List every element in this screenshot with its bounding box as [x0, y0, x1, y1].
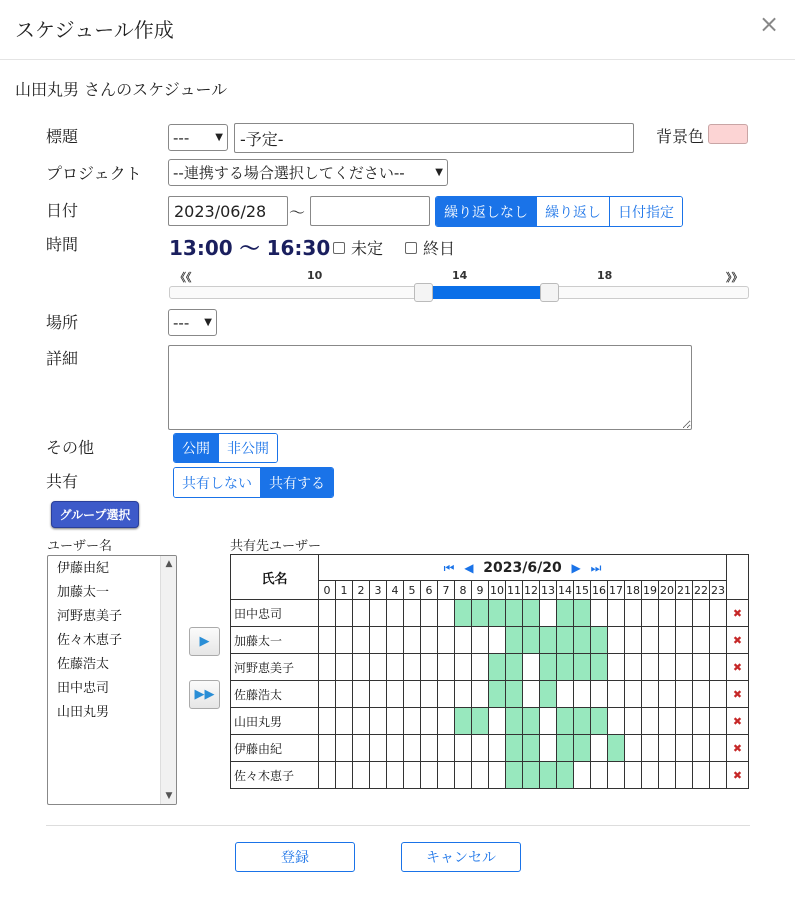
undecided-checkbox[interactable]	[333, 236, 383, 259]
free-slot	[421, 627, 438, 654]
label-time: 時間	[46, 235, 79, 254]
free-slot	[438, 735, 455, 762]
free-slot	[336, 627, 353, 654]
repeat-button[interactable]: 繰り返し	[537, 197, 610, 226]
busy-slot	[506, 654, 523, 681]
busy-slot	[574, 708, 591, 735]
title-input[interactable]	[234, 123, 634, 153]
free-slot	[693, 708, 710, 735]
label-place: 場所	[46, 313, 79, 332]
free-slot	[370, 735, 387, 762]
register-button[interactable]: 登録	[235, 842, 355, 872]
free-slot	[404, 708, 421, 735]
free-slot	[387, 762, 404, 789]
busy-slot	[574, 600, 591, 627]
shared-user-name: 加藤太一	[231, 627, 319, 654]
time-slider-start-handle[interactable]	[414, 283, 433, 302]
free-slot	[591, 735, 608, 762]
free-slot	[608, 654, 625, 681]
delete-column-header	[727, 555, 749, 600]
free-slot	[676, 654, 693, 681]
hour-header: 22	[693, 581, 710, 600]
last-page-icon[interactable]: ⏭	[590, 560, 602, 575]
slider-tick-18: 18	[597, 269, 613, 282]
free-slot	[625, 654, 642, 681]
free-slot	[642, 600, 659, 627]
hour-header: 19	[642, 581, 659, 600]
free-slot	[455, 627, 472, 654]
undecided-label: 未定	[351, 239, 384, 258]
free-slot	[353, 600, 370, 627]
chevron-down-icon: ▼	[215, 132, 223, 143]
free-slot	[625, 708, 642, 735]
free-slot	[676, 708, 693, 735]
free-slot	[676, 627, 693, 654]
add-selected-button[interactable]	[189, 627, 220, 656]
free-slot	[710, 654, 727, 681]
free-slot	[404, 735, 421, 762]
checkbox-box	[333, 242, 345, 254]
hour-header: 12	[523, 581, 540, 600]
busy-slot	[557, 762, 574, 789]
add-all-button[interactable]	[189, 680, 220, 709]
delete-icon[interactable]: ✖	[727, 600, 749, 627]
repeat-none-button[interactable]: 繰り返しなし	[436, 197, 537, 226]
list-item[interactable]: 佐々木恵子	[57, 633, 123, 648]
hour-header: 23	[710, 581, 727, 600]
free-slot	[472, 762, 489, 789]
hour-header: 9	[472, 581, 489, 600]
share-group	[173, 467, 334, 498]
free-slot	[319, 600, 336, 627]
free-slot	[353, 627, 370, 654]
slider-right-marker[interactable]: 》》	[726, 271, 743, 284]
project-select[interactable]	[168, 159, 448, 186]
hour-header: 14	[557, 581, 574, 600]
list-item[interactable]: 田中忠司	[57, 681, 110, 696]
busy-slot	[523, 762, 540, 789]
prev-icon[interactable]: ◀	[464, 560, 474, 575]
hour-header: 13	[540, 581, 557, 600]
free-slot	[693, 735, 710, 762]
free-slot	[659, 708, 676, 735]
busy-slot	[608, 735, 625, 762]
free-slot	[608, 600, 625, 627]
free-slot	[421, 735, 438, 762]
free-slot	[472, 654, 489, 681]
free-slot	[353, 735, 370, 762]
free-slot	[455, 654, 472, 681]
free-slot	[370, 654, 387, 681]
table-row	[231, 654, 749, 681]
free-slot	[625, 627, 642, 654]
free-slot	[336, 654, 353, 681]
free-slot	[472, 735, 489, 762]
free-slot	[353, 708, 370, 735]
time-slider-end-handle[interactable]	[540, 283, 559, 302]
busy-slot	[557, 627, 574, 654]
repeat-group	[435, 196, 683, 227]
free-slot	[489, 627, 506, 654]
next-icon[interactable]: ▶	[571, 560, 581, 575]
free-slot	[642, 681, 659, 708]
free-slot	[540, 708, 557, 735]
title-input-value: -予定-	[240, 129, 284, 149]
free-slot	[489, 708, 506, 735]
scroll-down-icon[interactable]: ▼	[165, 791, 173, 801]
free-slot	[455, 735, 472, 762]
free-slot	[659, 600, 676, 627]
busy-slot	[455, 708, 472, 735]
share-button[interactable]: 共有する	[261, 468, 333, 497]
delete-icon[interactable]: ✖	[727, 708, 749, 735]
shared-user-name: 佐藤浩太	[231, 681, 319, 708]
free-slot	[319, 735, 336, 762]
free-slot	[659, 681, 676, 708]
list-item[interactable]: 伊藤由紀	[57, 561, 110, 576]
time-slider-range	[423, 286, 549, 299]
chevron-down-icon: ▼	[435, 167, 443, 178]
hour-header: 17	[608, 581, 625, 600]
delete-icon[interactable]: ✖	[727, 762, 749, 789]
free-slot	[421, 654, 438, 681]
busy-slot	[506, 681, 523, 708]
free-slot	[676, 762, 693, 789]
first-page-icon[interactable]: ⏮	[443, 560, 455, 575]
busy-slot	[557, 654, 574, 681]
list-item[interactable]: 山田丸男	[57, 705, 110, 720]
place-select[interactable]	[168, 309, 217, 336]
free-slot	[387, 627, 404, 654]
free-slot	[319, 654, 336, 681]
label-title: 標題	[46, 127, 79, 146]
listbox-scrollbar[interactable]	[160, 556, 176, 804]
shared-user-name: 田中忠司	[231, 600, 319, 627]
free-slot	[404, 681, 421, 708]
busy-slot	[506, 735, 523, 762]
busy-slot	[591, 627, 608, 654]
table-row	[231, 600, 749, 627]
free-slot	[574, 681, 591, 708]
free-slot	[404, 600, 421, 627]
label-date: 日付	[46, 201, 79, 220]
free-slot	[438, 600, 455, 627]
busy-slot	[489, 654, 506, 681]
table-row	[231, 681, 749, 708]
group-select-button[interactable]: グループ選択	[51, 501, 139, 528]
free-slot	[710, 600, 727, 627]
busy-slot	[489, 681, 506, 708]
table-row	[231, 627, 749, 654]
free-slot	[421, 681, 438, 708]
free-slot	[540, 735, 557, 762]
free-slot	[404, 627, 421, 654]
free-slot	[710, 627, 727, 654]
hour-header: 3	[370, 581, 387, 600]
delete-icon[interactable]: ✖	[727, 735, 749, 762]
footer-divider	[46, 825, 750, 826]
hour-header: 8	[455, 581, 472, 600]
private-button[interactable]: 非公開	[219, 434, 277, 462]
busy-slot	[506, 708, 523, 735]
free-slot	[676, 735, 693, 762]
delete-icon[interactable]: ✖	[727, 681, 749, 708]
busy-slot	[472, 600, 489, 627]
cancel-button[interactable]: キャンセル	[401, 842, 521, 872]
free-slot	[438, 627, 455, 654]
busy-slot	[540, 654, 557, 681]
label-bgcolor: 背景色	[656, 127, 705, 146]
busy-slot	[523, 600, 540, 627]
free-slot	[336, 681, 353, 708]
free-slot	[642, 627, 659, 654]
free-slot	[370, 681, 387, 708]
free-slot	[438, 681, 455, 708]
close-icon[interactable]: ×	[759, 10, 780, 38]
shared-user-name: 佐々木恵子	[231, 762, 319, 789]
free-slot	[404, 762, 421, 789]
free-slot	[659, 762, 676, 789]
free-slot	[319, 762, 336, 789]
free-slot	[693, 627, 710, 654]
free-slot	[455, 681, 472, 708]
free-slot	[591, 762, 608, 789]
shared-users-header: 共有先ユーザー	[230, 539, 322, 554]
free-slot	[676, 681, 693, 708]
hour-header: 15	[574, 581, 591, 600]
busy-slot	[557, 735, 574, 762]
free-slot	[438, 708, 455, 735]
end-date-input[interactable]	[310, 196, 430, 226]
slider-tick-10: 10	[307, 269, 323, 282]
busy-slot	[489, 600, 506, 627]
free-slot	[676, 600, 693, 627]
busy-slot	[591, 708, 608, 735]
user-listbox[interactable]	[47, 555, 177, 805]
label-other: その他	[46, 438, 95, 457]
hour-header: 16	[591, 581, 608, 600]
free-slot	[455, 762, 472, 789]
busy-slot	[574, 627, 591, 654]
detail-textarea[interactable]	[168, 345, 692, 430]
slider-tick-14: 14	[452, 269, 468, 282]
label-detail: 詳細	[46, 349, 79, 368]
hour-header: 21	[676, 581, 693, 600]
date-separator: 〜	[289, 203, 306, 222]
free-slot	[608, 681, 625, 708]
free-slot	[387, 600, 404, 627]
busy-slot	[506, 627, 523, 654]
play-icon: ▶	[199, 634, 210, 649]
hour-header: 7	[438, 581, 455, 600]
shared-user-name: 山田丸男	[231, 708, 319, 735]
name-column-header: 氏名	[231, 555, 319, 600]
no-share-button[interactable]: 共有しない	[174, 468, 261, 497]
free-slot	[319, 708, 336, 735]
busy-slot	[557, 600, 574, 627]
delete-icon[interactable]: ✖	[727, 654, 749, 681]
busy-slot	[506, 600, 523, 627]
hour-header: 20	[659, 581, 676, 600]
shared-user-name: 伊藤由紀	[231, 735, 319, 762]
free-slot	[608, 708, 625, 735]
free-slot	[370, 762, 387, 789]
free-slot	[659, 735, 676, 762]
title-prefix-value: ---	[173, 128, 190, 147]
free-slot	[710, 708, 727, 735]
bgcolor-swatch[interactable]	[708, 124, 748, 144]
start-date-input[interactable]	[168, 196, 288, 226]
slider-left-marker[interactable]: 《《	[175, 271, 192, 284]
free-slot	[336, 762, 353, 789]
free-slot	[523, 654, 540, 681]
shared-date: 2023/6/20	[483, 559, 562, 576]
free-slot	[608, 627, 625, 654]
free-slot	[625, 735, 642, 762]
list-item[interactable]: 河野恵美子	[57, 609, 123, 624]
free-slot	[642, 735, 659, 762]
free-slot	[523, 681, 540, 708]
schedule-owner: 山田丸男 さんのスケジュール	[15, 80, 228, 99]
free-slot	[319, 681, 336, 708]
hour-header: 1	[336, 581, 353, 600]
free-slot	[625, 762, 642, 789]
busy-slot	[455, 600, 472, 627]
free-slot	[659, 654, 676, 681]
table-row	[231, 708, 749, 735]
specify-dates-button[interactable]: 日付指定	[610, 197, 682, 226]
hour-header: 10	[489, 581, 506, 600]
free-slot	[608, 762, 625, 789]
free-slot	[557, 681, 574, 708]
free-slot	[336, 735, 353, 762]
busy-slot	[523, 735, 540, 762]
free-slot	[659, 627, 676, 654]
free-slot	[404, 654, 421, 681]
label-project: プロジェクト	[46, 164, 142, 183]
table-row	[231, 735, 749, 762]
free-slot	[353, 654, 370, 681]
free-slot	[693, 600, 710, 627]
free-slot	[336, 708, 353, 735]
busy-slot	[540, 681, 557, 708]
free-slot	[370, 708, 387, 735]
fast-forward-icon: ▶▶	[194, 687, 215, 702]
hour-header: 18	[625, 581, 642, 600]
free-slot	[625, 681, 642, 708]
free-slot	[421, 762, 438, 789]
free-slot	[625, 600, 642, 627]
free-slot	[421, 600, 438, 627]
hour-header: 0	[319, 581, 336, 600]
free-slot	[540, 600, 557, 627]
busy-slot	[557, 708, 574, 735]
start-date-value: 2023/06/28	[174, 201, 267, 221]
shared-user-name: 河野恵美子	[231, 654, 319, 681]
free-slot	[642, 654, 659, 681]
free-slot	[489, 735, 506, 762]
free-slot	[353, 762, 370, 789]
busy-slot	[591, 654, 608, 681]
hour-header: 6	[421, 581, 438, 600]
busy-slot	[523, 627, 540, 654]
time-range-text: 13:00 〜 16:30	[169, 236, 331, 260]
free-slot	[387, 654, 404, 681]
free-slot	[370, 600, 387, 627]
free-slot	[370, 627, 387, 654]
free-slot	[591, 681, 608, 708]
user-list-header: ユーザー名	[47, 539, 113, 554]
free-slot	[438, 762, 455, 789]
dialog-title: スケジュール作成	[15, 18, 174, 42]
table-row	[231, 762, 749, 789]
hour-header: 11	[506, 581, 523, 600]
free-slot	[438, 654, 455, 681]
free-slot	[387, 708, 404, 735]
shared-schedule-grid	[230, 554, 749, 789]
busy-slot	[574, 735, 591, 762]
allday-checkbox[interactable]	[405, 236, 455, 259]
busy-slot	[523, 708, 540, 735]
delete-icon[interactable]: ✖	[727, 627, 749, 654]
free-slot	[693, 654, 710, 681]
free-slot	[387, 735, 404, 762]
busy-slot	[472, 708, 489, 735]
busy-slot	[574, 654, 591, 681]
busy-slot	[540, 627, 557, 654]
free-slot	[387, 681, 404, 708]
free-slot	[642, 762, 659, 789]
label-share: 共有	[46, 472, 79, 491]
busy-slot	[506, 762, 523, 789]
free-slot	[489, 762, 506, 789]
allday-label: 終日	[423, 239, 456, 258]
list-item[interactable]: 加藤太一	[57, 585, 110, 600]
free-slot	[353, 681, 370, 708]
checkbox-box	[405, 242, 417, 254]
hour-header: 4	[387, 581, 404, 600]
title-prefix-select[interactable]	[168, 124, 228, 151]
scroll-up-icon[interactable]: ▲	[165, 559, 173, 569]
free-slot	[574, 762, 591, 789]
free-slot	[710, 681, 727, 708]
hour-header: 2	[353, 581, 370, 600]
free-slot	[591, 600, 608, 627]
project-select-value: --連携する場合選択してください--	[173, 164, 405, 182]
free-slot	[472, 627, 489, 654]
free-slot	[710, 762, 727, 789]
free-slot	[472, 681, 489, 708]
free-slot	[642, 708, 659, 735]
free-slot	[693, 762, 710, 789]
busy-slot	[540, 762, 557, 789]
free-slot	[336, 600, 353, 627]
free-slot	[421, 708, 438, 735]
chevron-down-icon: ▼	[204, 317, 212, 328]
free-slot	[319, 627, 336, 654]
public-button[interactable]: 公開	[174, 434, 219, 462]
free-slot	[693, 681, 710, 708]
date-navigator	[319, 555, 727, 581]
visibility-group	[173, 433, 278, 463]
free-slot	[710, 735, 727, 762]
list-item[interactable]: 佐藤浩太	[57, 657, 110, 672]
place-select-value: ---	[173, 313, 190, 332]
hour-header: 5	[404, 581, 421, 600]
